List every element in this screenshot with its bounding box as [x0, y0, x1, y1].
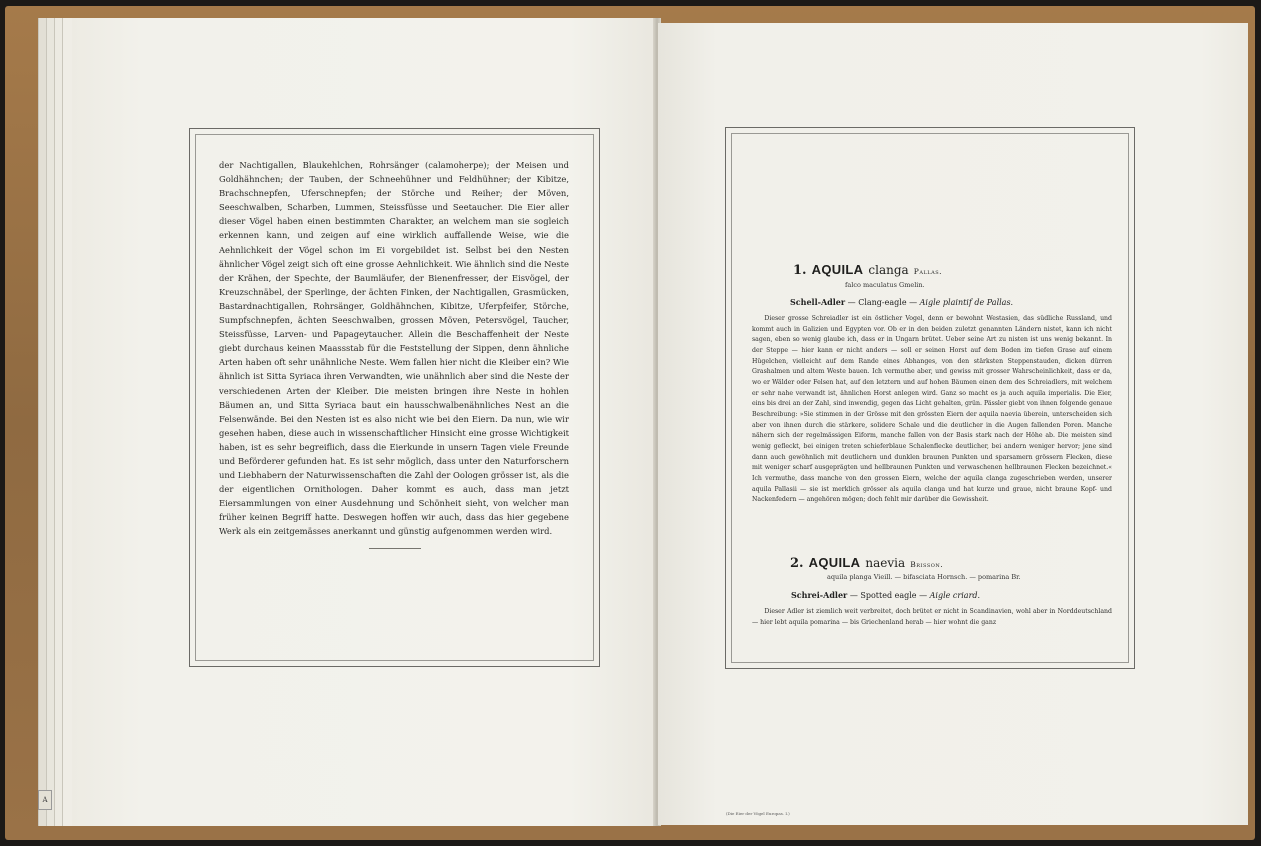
species-author: Pallas. [913, 267, 942, 276]
species-common-names-1: Schell-Adler — Clang-eagle — Aigle plaintif de Pallas. [790, 297, 1014, 307]
species-author: Brisson. [910, 560, 944, 569]
species-genus: AQUILA [811, 262, 864, 277]
species-epithet: naevia [865, 556, 906, 570]
species-description-1 [752, 314, 1112, 506]
left-page-text [219, 158, 569, 539]
species-synonym-2: aquila planga Vieill. — bifasciata Hornsch. — pomarina Br. [827, 573, 1021, 581]
species-description-2 [752, 607, 1112, 628]
section-rule [369, 548, 421, 549]
species-heading-1 [793, 259, 942, 278]
page-footer-note: (Die Eier der Vögel Europas. I.) [726, 811, 790, 816]
species-number: 1. [793, 263, 807, 278]
german-name: Schell-Adler [790, 297, 846, 307]
description-paragraph: Dieser Adler ist ziemlich weit verbreitet, doch brütet er nicht in Scandinavien, wohl aber in Norddeutschland — hier lebt aquila pomarina — bis Griechenland herab — hier wohnt die ganz [752, 608, 1112, 626]
english-name: Clang-eagle [858, 298, 907, 307]
species-heading-2 [790, 552, 943, 571]
index-tab-label: A [42, 796, 48, 804]
french-name: Aigle criard. [929, 591, 981, 600]
species-genus: AQUILA [808, 555, 861, 570]
index-tab[interactable] [38, 790, 52, 810]
french-name: Aigle plaintif de Pallas. [919, 298, 1014, 307]
description-paragraph: Dieser grosse Schreiadler ist ein östlicher Vogel, denn er bewohnt Westasien, das südliche Russland, und kommt auch in Galizien und Egypten vor. Ob er in den beiden zuletzt genannten Ländern nistet, kann ich nicht sagen, eben so wenig glaube ich, dass er in Ungarn brütet. Ueber seine Art zu nisten ist uns wenig bekannt. In der Steppe — hier kann er nicht anders — soll er seinen Horst auf dem Boden im tiefen Grase auf einem Hügelchen, vielleicht auf dem Rande eines Abhanges, von den stärksten Steppenstauden, dicken dürren Grashalmen und altem Weste bauen. Ich vermuthe aber, und gewiss mit grosser Wahrscheinlichkeit, dass er da, wo er Wälder oder Felsen hat, auf den letztern und auf hohen Bäumen einen dem des Schreiadlers, mit welchem er sehr nahe verwandt ist, ähnlichen Horst anlegen wird. Ganz so macht es ja auch aquila imperialis. Die Eier, eins bis drei an der Zahl, sind inwendig, gegen das Licht gehalten, grün. Pässler giebt von ihnen folgende genaue Beschreibung: »Sie stimmen in der Grösse mit den grössten Eiern der aquila naevia überein, unterscheiden sich aber von ihnen durch die stärkere, solidere Schale und die deutlicher in die Augen fallenden Poren. Manche nähern sich der regelmässigen Eiform, manche fallen von der Basis stark nach der Höhe ab. Die meisten sind wenig gefleckt, bei einigen treten schieferblaue Schalenflecke deutlicher, bei andern weniger hervor; jene sind dann auch gewöhnlich mit deutlichern und dunklen braunen Punkten und sparsamern grössern Flecken, diese mit weniger scharf ausgeprägten und hellbraunen Punkten und verwaschenen hellbraunen Flecken bezeichnet.« Ich vermuthe, dass manche von den grossen Eiern, welche der aquila clanga zugeschrieben werden, unserer aquila Pallasii — sie ist merklich grösser als aquila clanga und hat kurze und graue, nicht braune Kopf- und Nackenfedern — angehören mögen; doch fehlt mir darüber die Gewissheit. [752, 315, 1112, 504]
species-synonym-1: falco maculatus Gmelin. [845, 281, 925, 289]
english-name: Spotted eagle [860, 591, 917, 600]
german-name: Schrei-Adler [791, 590, 848, 600]
species-number: 2. [790, 556, 804, 571]
left-paragraph: der Nachtigallen, Blaukehlchen, Rohrsänger (calamoherpe); der Meisen und Goldhähnchen; der Tauben, der Schneehühner und Feldhühner; der Kibitze, Brachschnepfen, Uferschnepfen; der Störche und Reiher; der Möven, Seeschwalben, Scharben, Lummen, Steissfüsse und Seetaucher. Die Eier aller dieser Vögel haben einen bestimmten Charakter, an welchem man sie sogleich erkennen kann, und zeigen auf eine wirklich auffallende Weise, wie die Aehnlichkeit der Vögel schon im Ei vorgebildet ist. Selbst bei den Nesten ähnlicher Vögel zeigt sich oft eine grosse Aehnlichkeit. Wie ähnlich sind die Neste der Krähen, der Spechte, der Baumläufer, der Bienenfresser, der Eisvögel, der Kreuzschnäbel, der Sperlinge, der ächten Finken, der Nachtigallen, Grasmücken, Bastardnachtigallen, Rohrsänger, Goldhähnchen, Kibitze, Uferpfeifer, Störche, Sumpfschnepfen, ächten Seeschwalben, grossen Möven, Petersvögel, Taucher, Steissfüsse, Larven- und Papageytaucher. Allein die Beschaffenheit der Neste giebt durchaus keinen Maassstab für die Feststellung der Sippen, denn ähnliche Arten haben oft sehr unähnliche Neste. Wem fallen hier nicht die Kleiber ein? Wie ähnlich ist Sitta Syriaca ihren Verwandten, wie unähnlich aber sind die Neste der verschiedenen Arten der Kleiber. Die meisten bringen ihre Neste in hohlen Bäumen an, und Sitta Syriaca baut ein hausschwalbenähnliches Nest an die Felsenwände. Bei den Nesten ist es also nicht wie bei den Eiern. Da nun, wie wir gesehen haben, diese auch in wissenschaftlicher Hinsicht eine grosse Wichtigkeit haben, ist es sehr begreiflich, dass die Eierkunde in unsern Tagen viele Freunde und Beförderer gefunden hat. Es ist sehr möglich, dass unter den Naturforschern und Liebhabern der Naturwissenschaften die Zahl der Oologen grösser ist, als die der eigentlichen Ornithologen. Daher kommt es auch, dass man jetzt Eiersammlungen von einer Ausdehnung und Schönheit sieht, von welcher man früher keinen Begriff hatte. Deswegen hoffen wir auch, dass das hier gegebene Werk als ein zeitgemässes anerkannt und günstig aufgenommen werden wird. [219, 160, 569, 537]
species-epithet: clanga [868, 263, 909, 277]
species-common-names-2: Schrei-Adler — Spotted eagle — Aigle criard. [791, 590, 981, 600]
